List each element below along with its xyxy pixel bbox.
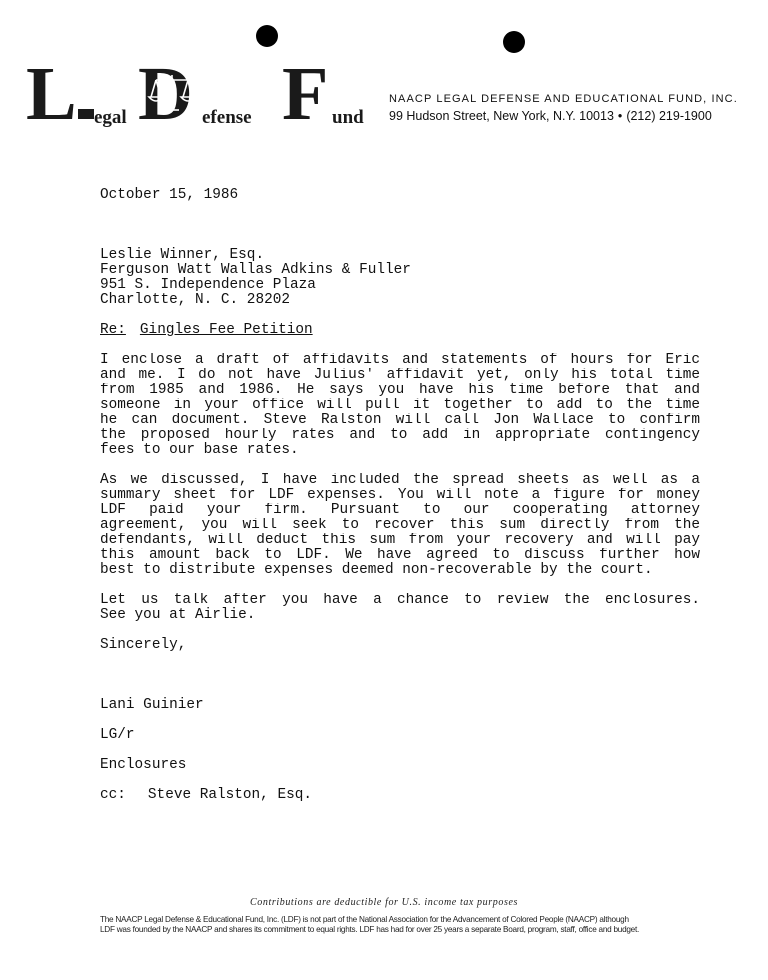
paragraph-3 <box>100 593 700 623</box>
logo-word-egal: egal <box>94 107 127 127</box>
closing: Sincerely, <box>100 637 187 653</box>
org-address-line <box>389 108 738 124</box>
paragraph-line: fees to our base rates. <box>100 442 299 458</box>
logo-letter-l: L <box>26 63 77 127</box>
cc-name: Steve Ralston, Esq. <box>147 787 313 803</box>
subject-line <box>100 323 313 338</box>
re-label: Re: <box>100 322 126 338</box>
enclosures-note: Enclosures <box>100 757 187 773</box>
logo-letter-f: F <box>282 63 329 127</box>
paragraph-line: from 1985 and 1986. He says you have his time before that and <box>100 383 700 398</box>
logo-word-efense: efense <box>202 107 252 127</box>
cc-label: cc: <box>100 787 126 803</box>
paragraph-line: See you at Airlie. <box>100 607 256 623</box>
paragraph-line: the proposed hourly rates and to add in appropriate contingency <box>100 428 700 443</box>
paragraph-line: someone in your office will pull it together to add to the time <box>100 398 700 413</box>
punch-hole <box>503 31 525 53</box>
footer-disclaimer <box>100 915 684 935</box>
org-phone: (212) 219-1900 <box>626 109 712 123</box>
paragraph-line: LDF paid your firm. Pursuant to our cooperating attorney <box>100 503 700 518</box>
punch-hole <box>256 25 278 47</box>
letter-date: October 15, 1986 <box>100 187 239 203</box>
paragraph-line: best to distribute expenses deemed non-recoverable by the court. <box>100 562 653 578</box>
logo-word-und: und <box>332 107 364 127</box>
signer-name: Lani Guinier <box>100 697 204 713</box>
paragraph-line: summary sheet for LDF expenses. You will note a figure for money <box>100 488 700 503</box>
bullet-separator: • <box>617 109 623 123</box>
cc-line <box>100 788 312 803</box>
paragraph-line: and me. I do not have Julius' affidavit yet, only his total time <box>100 368 700 383</box>
paragraph-line: As we discussed, I have included the spread sheets as well as a <box>100 473 700 488</box>
paragraph-line: agreement, you will seek to recover this sum directly from the <box>100 518 700 533</box>
paragraph-line: he can document. Steve Ralston will call Jon Wallace to confirm <box>100 413 700 428</box>
org-info <box>389 92 738 124</box>
recipient-line: Leslie Winner, Esq. <box>100 247 265 263</box>
recipient-line: Charlotte, N. C. 28202 <box>100 292 290 308</box>
footer-line: The NAACP Legal Defense & Educational Fund, Inc. (LDF) is not part of the National Association for the Advancement of Colored People (NAACP) although <box>100 915 629 924</box>
footer-line: LDF was founded by the NAACP and shares its commitment to equal rights. LDF has had for over 25 years a separate Board, program, staff, office and budget. <box>100 925 640 934</box>
typist-initials: LG/r <box>100 727 135 743</box>
paragraph-line: Let us talk after you have a chance to review the enclosures. <box>100 593 700 608</box>
recipient-address <box>100 248 411 308</box>
paragraph-1 <box>100 353 700 458</box>
org-address: 99 Hudson Street, New York, N.Y. 10013 <box>389 109 614 123</box>
paragraph-line: this amount back to LDF. We have agreed to discuss further how <box>100 548 700 563</box>
recipient-line: Ferguson Watt Wallas Adkins & Fuller <box>100 262 411 278</box>
re-subject: Gingles Fee Petition <box>139 322 313 338</box>
paragraph-2 <box>100 473 700 578</box>
paragraph-line: I enclose a draft of affidavits and statements of hours for Eric <box>100 353 700 368</box>
ldf-logo <box>26 63 370 127</box>
paragraph-line: defendants, will deduct this sum from your recovery and will pay <box>100 533 700 548</box>
footer-tagline: Contributions are deductible for U.S. income tax purposes <box>250 897 518 908</box>
logo-letter-d: D <box>138 63 193 127</box>
recipient-line: 951 S. Independence Plaza <box>100 277 316 293</box>
org-name: NAACP LEGAL DEFENSE AND EDUCATIONAL FUND, INC. <box>389 93 738 105</box>
